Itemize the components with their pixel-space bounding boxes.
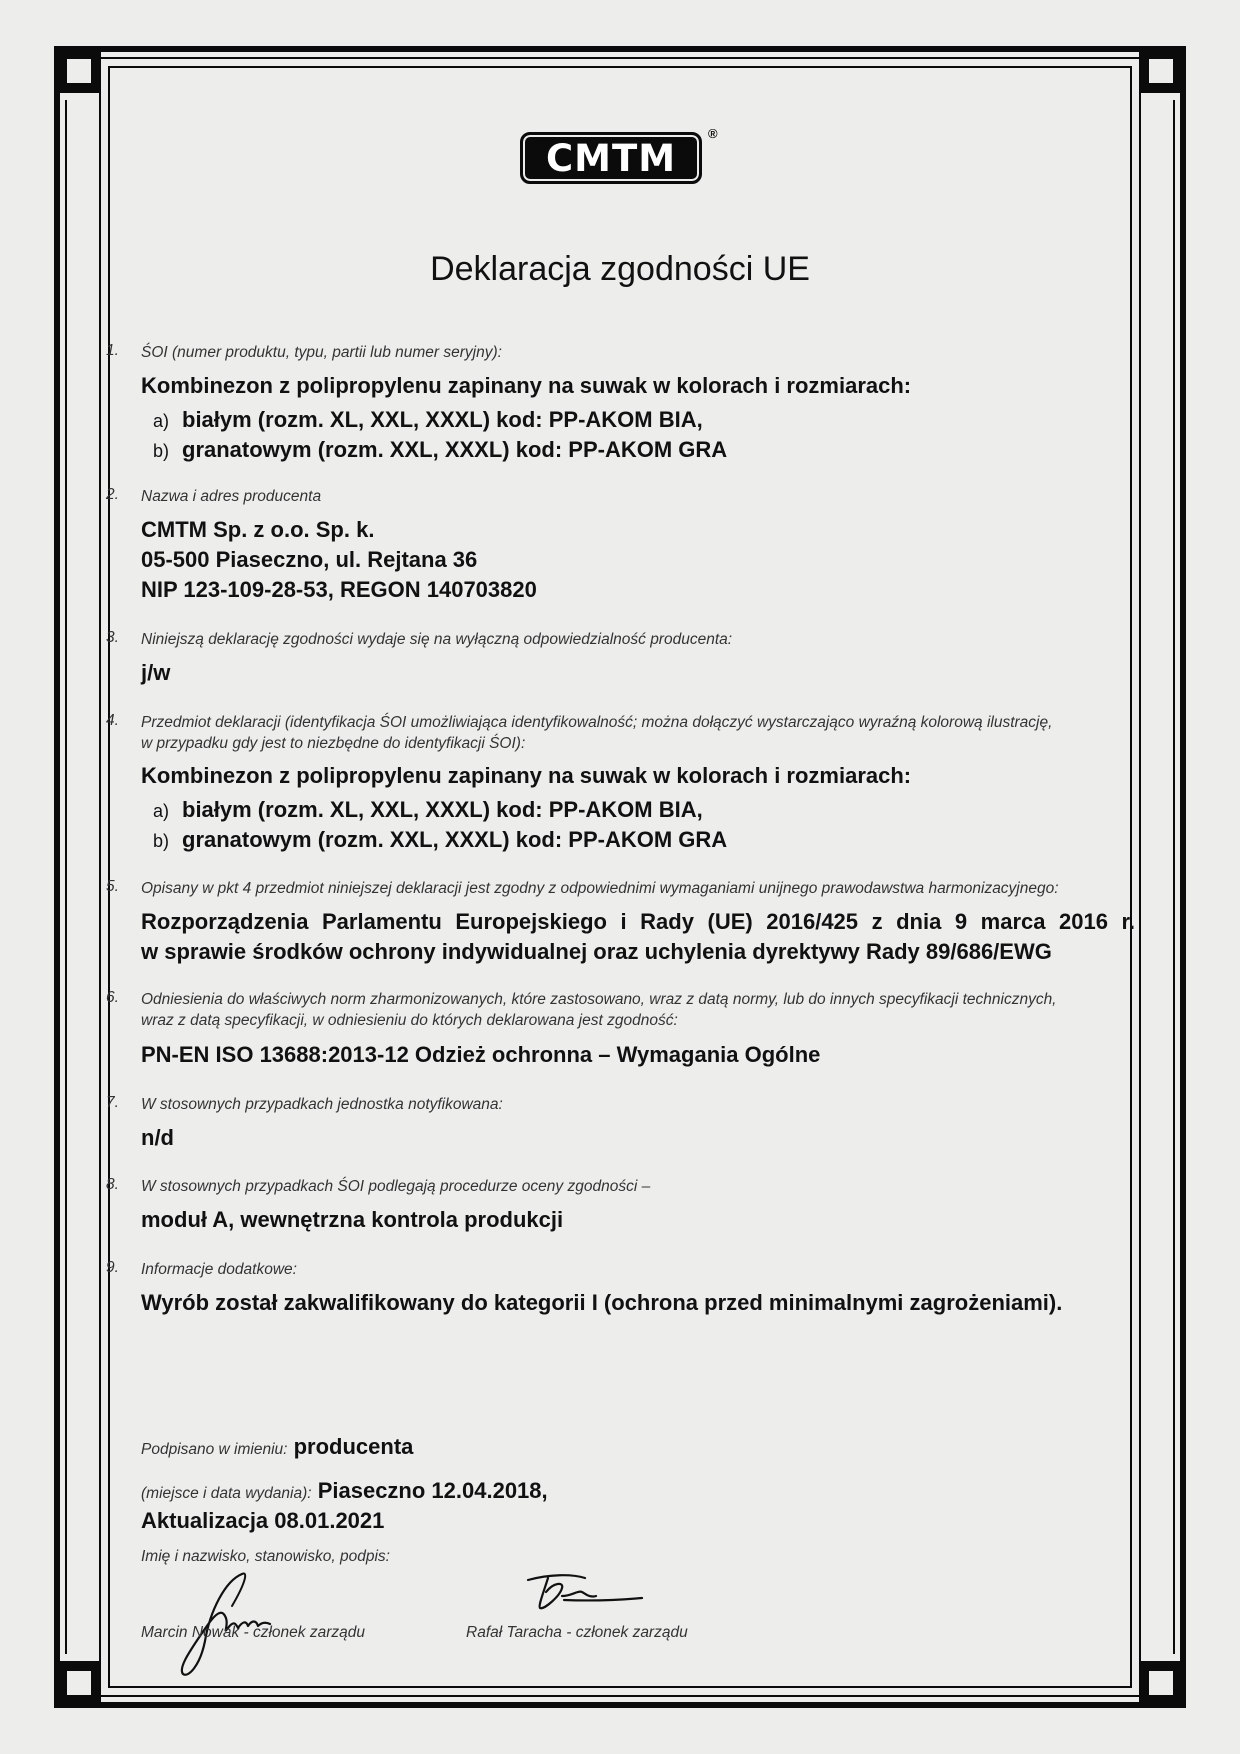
producer-tax-ids: NIP 123-109-28-53, REGON 140703820 xyxy=(141,577,537,602)
producer-address: 05-500 Piaseczno, ul. Rejtana 36 xyxy=(141,547,478,572)
section-label-line-2: w przypadku gdy jest to niezbędne do identyfikacji ŚOI): xyxy=(141,735,526,752)
section-number: 5. xyxy=(106,878,119,895)
section-label-line-1: Przedmiot deklaracji (identyfikacja ŚOI umożliwiająca identyfikowalność; można dołączyć wystarczająco wyraźną kolorową ilustrację, xyxy=(141,714,1053,731)
section-label: W stosownych przypadkach jednostka notyfikowana: xyxy=(141,1096,503,1113)
place-label: (miejsce i data wydania): xyxy=(141,1485,312,1502)
subitem-a xyxy=(153,405,703,436)
section-number: 2. xyxy=(106,486,119,503)
notified-body: n/d xyxy=(141,1125,174,1150)
subitem-a xyxy=(153,795,703,826)
section-label-line-2: wraz z datą specyfikacji, w odniesieniu do których deklarowana jest zgodność: xyxy=(141,1012,678,1029)
logo-box xyxy=(520,132,702,184)
subitem-text: granatowym (rozm. XXL, XXXL) kod: PP-AKOM GRA xyxy=(182,437,728,462)
place-value: Piaseczno 12.04.2018, xyxy=(317,1478,548,1503)
section-value: Kombinezon z polipropylenu zapinany na suwak w kolorach i rozmiarach: xyxy=(141,373,912,398)
section-number: 1. xyxy=(106,342,119,359)
regulation-line-2: w sprawie środków ochrony indywidualnej oraz uchylenia dyrektywy Rady 89/686/EWG xyxy=(141,939,1052,964)
section-label: ŚOI (numer produktu, typu, partii lub numer seryjny): xyxy=(141,344,502,361)
section-number: 6. xyxy=(106,989,119,1006)
section-number: 3. xyxy=(106,629,119,646)
section-label: W stosownych przypadkach ŚOI podlegają procedurze oceny zgodności – xyxy=(141,1178,651,1195)
section-value: j/w xyxy=(141,660,171,685)
cmtm-logo xyxy=(520,126,718,190)
section-number: 8. xyxy=(106,1176,119,1193)
names-label: Imię i nazwisko, stanowisko, podpis: xyxy=(141,1548,390,1565)
section-number: 4. xyxy=(106,712,119,729)
subitem-letter: b) xyxy=(153,441,170,461)
regulation-line-1: Rozporządzenia Parlamentu Europejskiego i Rady (UE) 2016/425 z dnia 9 marca 2016 r. xyxy=(141,909,1135,934)
subitem-b xyxy=(153,435,727,466)
section-value: Kombinezon z polipropylenu zapinany na suwak w kolorach i rozmiarach: xyxy=(141,763,912,788)
update-date: Aktualizacja 08.01.2021 xyxy=(141,1508,385,1533)
section-label: Opisany w pkt 4 przedmiot niniejszej deklaracji jest zgodny z odpowiednimi wymaganiami unijnego prawodawstwa harmonizacyjnego: xyxy=(141,880,1059,897)
signature-2-icon xyxy=(520,1566,650,1626)
section-label: Informacje dodatkowe: xyxy=(141,1261,297,1278)
subitem-text: białym (rozm. XL, XXL, XXXL) kod: PP-AKOM BIA, xyxy=(182,797,703,822)
section-label-line-1: Odniesienia do właściwych norm zharmonizowanych, które zastosowano, wraz z datą normy, lub do innych specyfikacji technicznych, xyxy=(141,991,1057,1008)
subitem-b xyxy=(153,825,727,856)
standard-reference: PN-EN ISO 13688:2013-12 Odzież ochronna – Wymagania Ogólne xyxy=(141,1042,821,1067)
section-label: Niniejszą deklarację zgodności wydaje się na wyłączną odpowiedzialność producenta: xyxy=(141,631,733,648)
signer-2: Rafał Taracha - członek zarządu xyxy=(466,1624,688,1641)
conformity-module: moduł A, wewnętrzna kontrola produkcji xyxy=(141,1207,564,1232)
additional-info: Wyrób został zakwalifikowany do kategorii I (ochrona przed minimalnymi zagrożeniami). xyxy=(141,1290,1063,1315)
subitem-letter: a) xyxy=(153,411,170,431)
section-number: 7. xyxy=(106,1094,119,1111)
subitem-letter: a) xyxy=(153,801,170,821)
producer-name: CMTM Sp. z o.o. Sp. k. xyxy=(141,517,375,542)
signed-on-behalf xyxy=(141,1432,413,1465)
subitem-letter: b) xyxy=(153,831,170,851)
logo-text: CMTM xyxy=(545,136,677,180)
registered-mark: ® xyxy=(708,126,718,141)
section-label: Nazwa i adres producenta xyxy=(141,488,322,505)
place-date xyxy=(141,1476,548,1509)
section-number: 9. xyxy=(106,1259,119,1276)
signer-1: Marcin Nowak - członek zarządu xyxy=(141,1624,365,1641)
subitem-text: granatowym (rozm. XXL, XXXL) kod: PP-AKOM GRA xyxy=(182,827,728,852)
document-title: Deklaracja zgodności UE xyxy=(430,250,810,288)
subitem-text: białym (rozm. XL, XXL, XXXL) kod: PP-AKOM BIA, xyxy=(182,407,703,432)
signed-value: producenta xyxy=(293,1434,414,1459)
signed-label: Podpisano w imieniu: xyxy=(141,1441,288,1458)
